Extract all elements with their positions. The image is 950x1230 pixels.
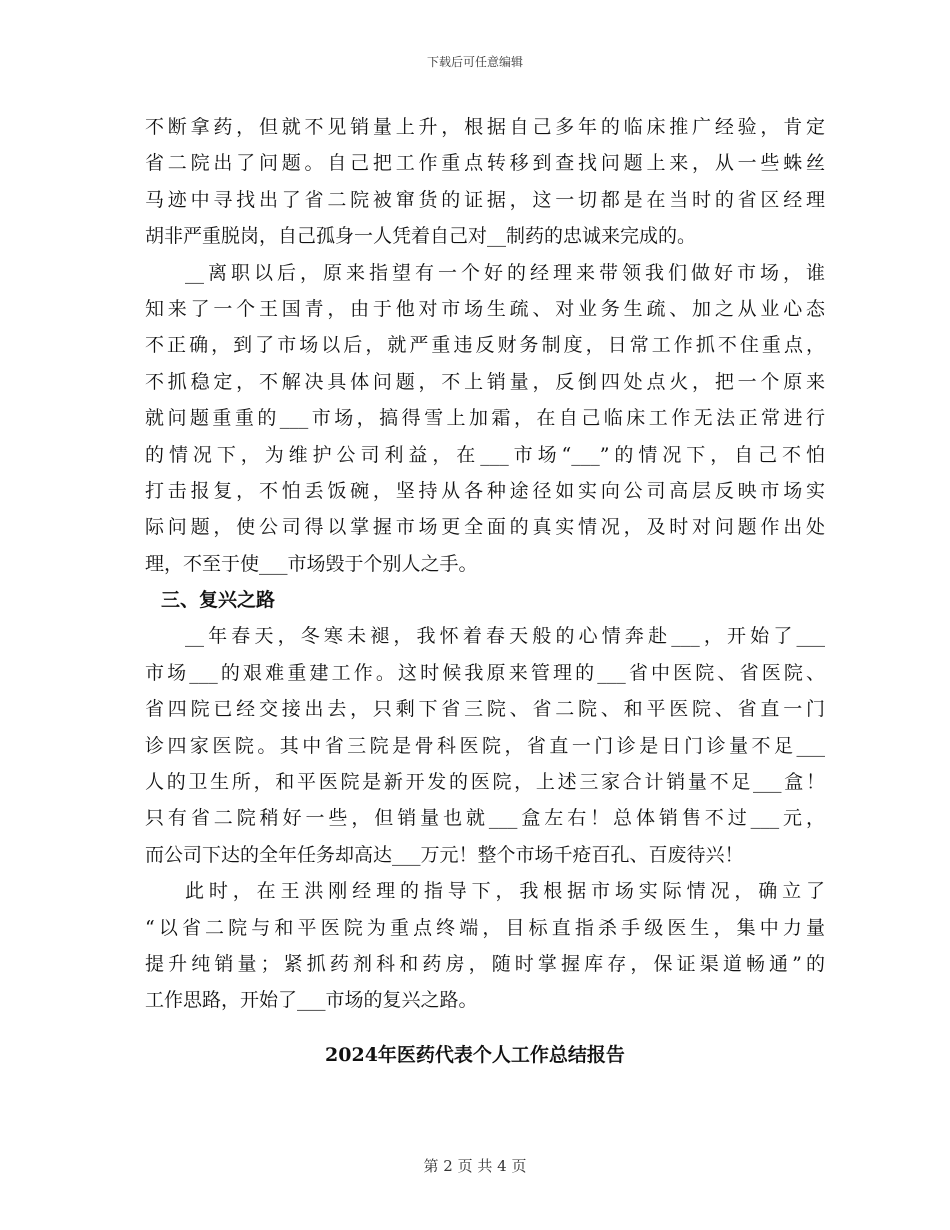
text-line: 马迹中寻找出了省二院被窜货的证据，这一切都是在当时的省区经理 (145, 188, 825, 211)
text-line: 就问题重重的___市场，搞得雪上加霜，在自己临床工作无法正常进行 (145, 407, 825, 430)
text-line: 不正确，到了市场以后，就严重违反财务制度，日常工作抓不住重点， (145, 334, 825, 357)
page-footer: 第 2 页 共 4 页 (423, 1157, 527, 1175)
paragraph (145, 873, 825, 1019)
text-line: __年春天，冬寒未褪，我怀着春天般的心情奔赴___，开始了___ (185, 625, 825, 648)
text-line: 理，不至于使___市场毁于个别人之手。 (145, 552, 478, 575)
document-body (145, 109, 825, 1019)
text-line: 胡非严重脱岗，自己孤身一人凭着自己对__制药的忠诚来完成的。 (145, 225, 697, 248)
text-line: 此时，在王洪刚经理的指导下，我根据市场实际情况，确立了 (185, 880, 825, 903)
text-line: 诊四家医院。其中省三院是骨科医院，省直一门诊是日门诊量不足___ (145, 734, 825, 757)
paragraph (145, 255, 825, 583)
text-line: 不抓稳定，不解决具体问题，不上销量，反倒四处点火，把一个原来 (145, 370, 825, 393)
text-line: 人的卫生所，和平医院是新开发的医院，上述三家合计销量不足___盒！ (145, 771, 825, 794)
text-line: 而公司下达的全年任务却高达___万元！整个市场千疮百孔、百废待兴！ (145, 843, 744, 866)
text-line: 不断拿药，但就不见销量上升，根据自己多年的临床推广经验，肯定 (145, 116, 825, 138)
text-line: 提升纯销量；紧抓药剂科和药房，随时掌握库存，保证渠道畅通”的 (145, 952, 825, 975)
document-title: 2024年医药代表个人工作总结报告 (325, 1044, 625, 1066)
text-line: 省四院已经交接出去，只剩下省三院、省二院、和平医院、省直一门 (145, 698, 825, 721)
paragraph (145, 618, 825, 873)
text-line: 的情况下，为维护公司利益，在___市场“___”的情况下，自己不怕 (145, 443, 825, 466)
text-line: 省二院出了问题。自己把工作重点转移到查找问题上来，从一些蛛丝 (145, 152, 825, 175)
section-heading: 三、复兴之路 (161, 589, 276, 612)
text-line: 工作思路，开始了___市场的复兴之路。 (145, 989, 478, 1012)
text-line: 际问题，使公司得以掌握市场更全面的真实情况，及时对问题作出处 (145, 516, 825, 539)
text-line: “以省二院与和平医院为重点终端，目标直指杀手级医生，集中力量 (145, 916, 825, 939)
paragraph (145, 109, 825, 255)
text-line: 打击报复，不怕丢饭碗，坚持从各种途径如实向公司高层反映市场实 (145, 479, 825, 502)
page-header: 下载后可任意编辑 (426, 55, 523, 69)
text-line: 市场___的艰难重建工作。这时候我原来管理的___省中医院、省医院、 (145, 661, 825, 684)
text-line: 知来了一个王国青，由于他对市场生疏、对业务生疏、加之从业心态 (145, 297, 825, 320)
text-line: __离职以后，原来指望有一个好的经理来带领我们做好市场，谁 (185, 261, 825, 284)
text-line: 只有省二院稍好一些，但销量也就___盒左右！总体销售不过___元， (145, 807, 825, 830)
